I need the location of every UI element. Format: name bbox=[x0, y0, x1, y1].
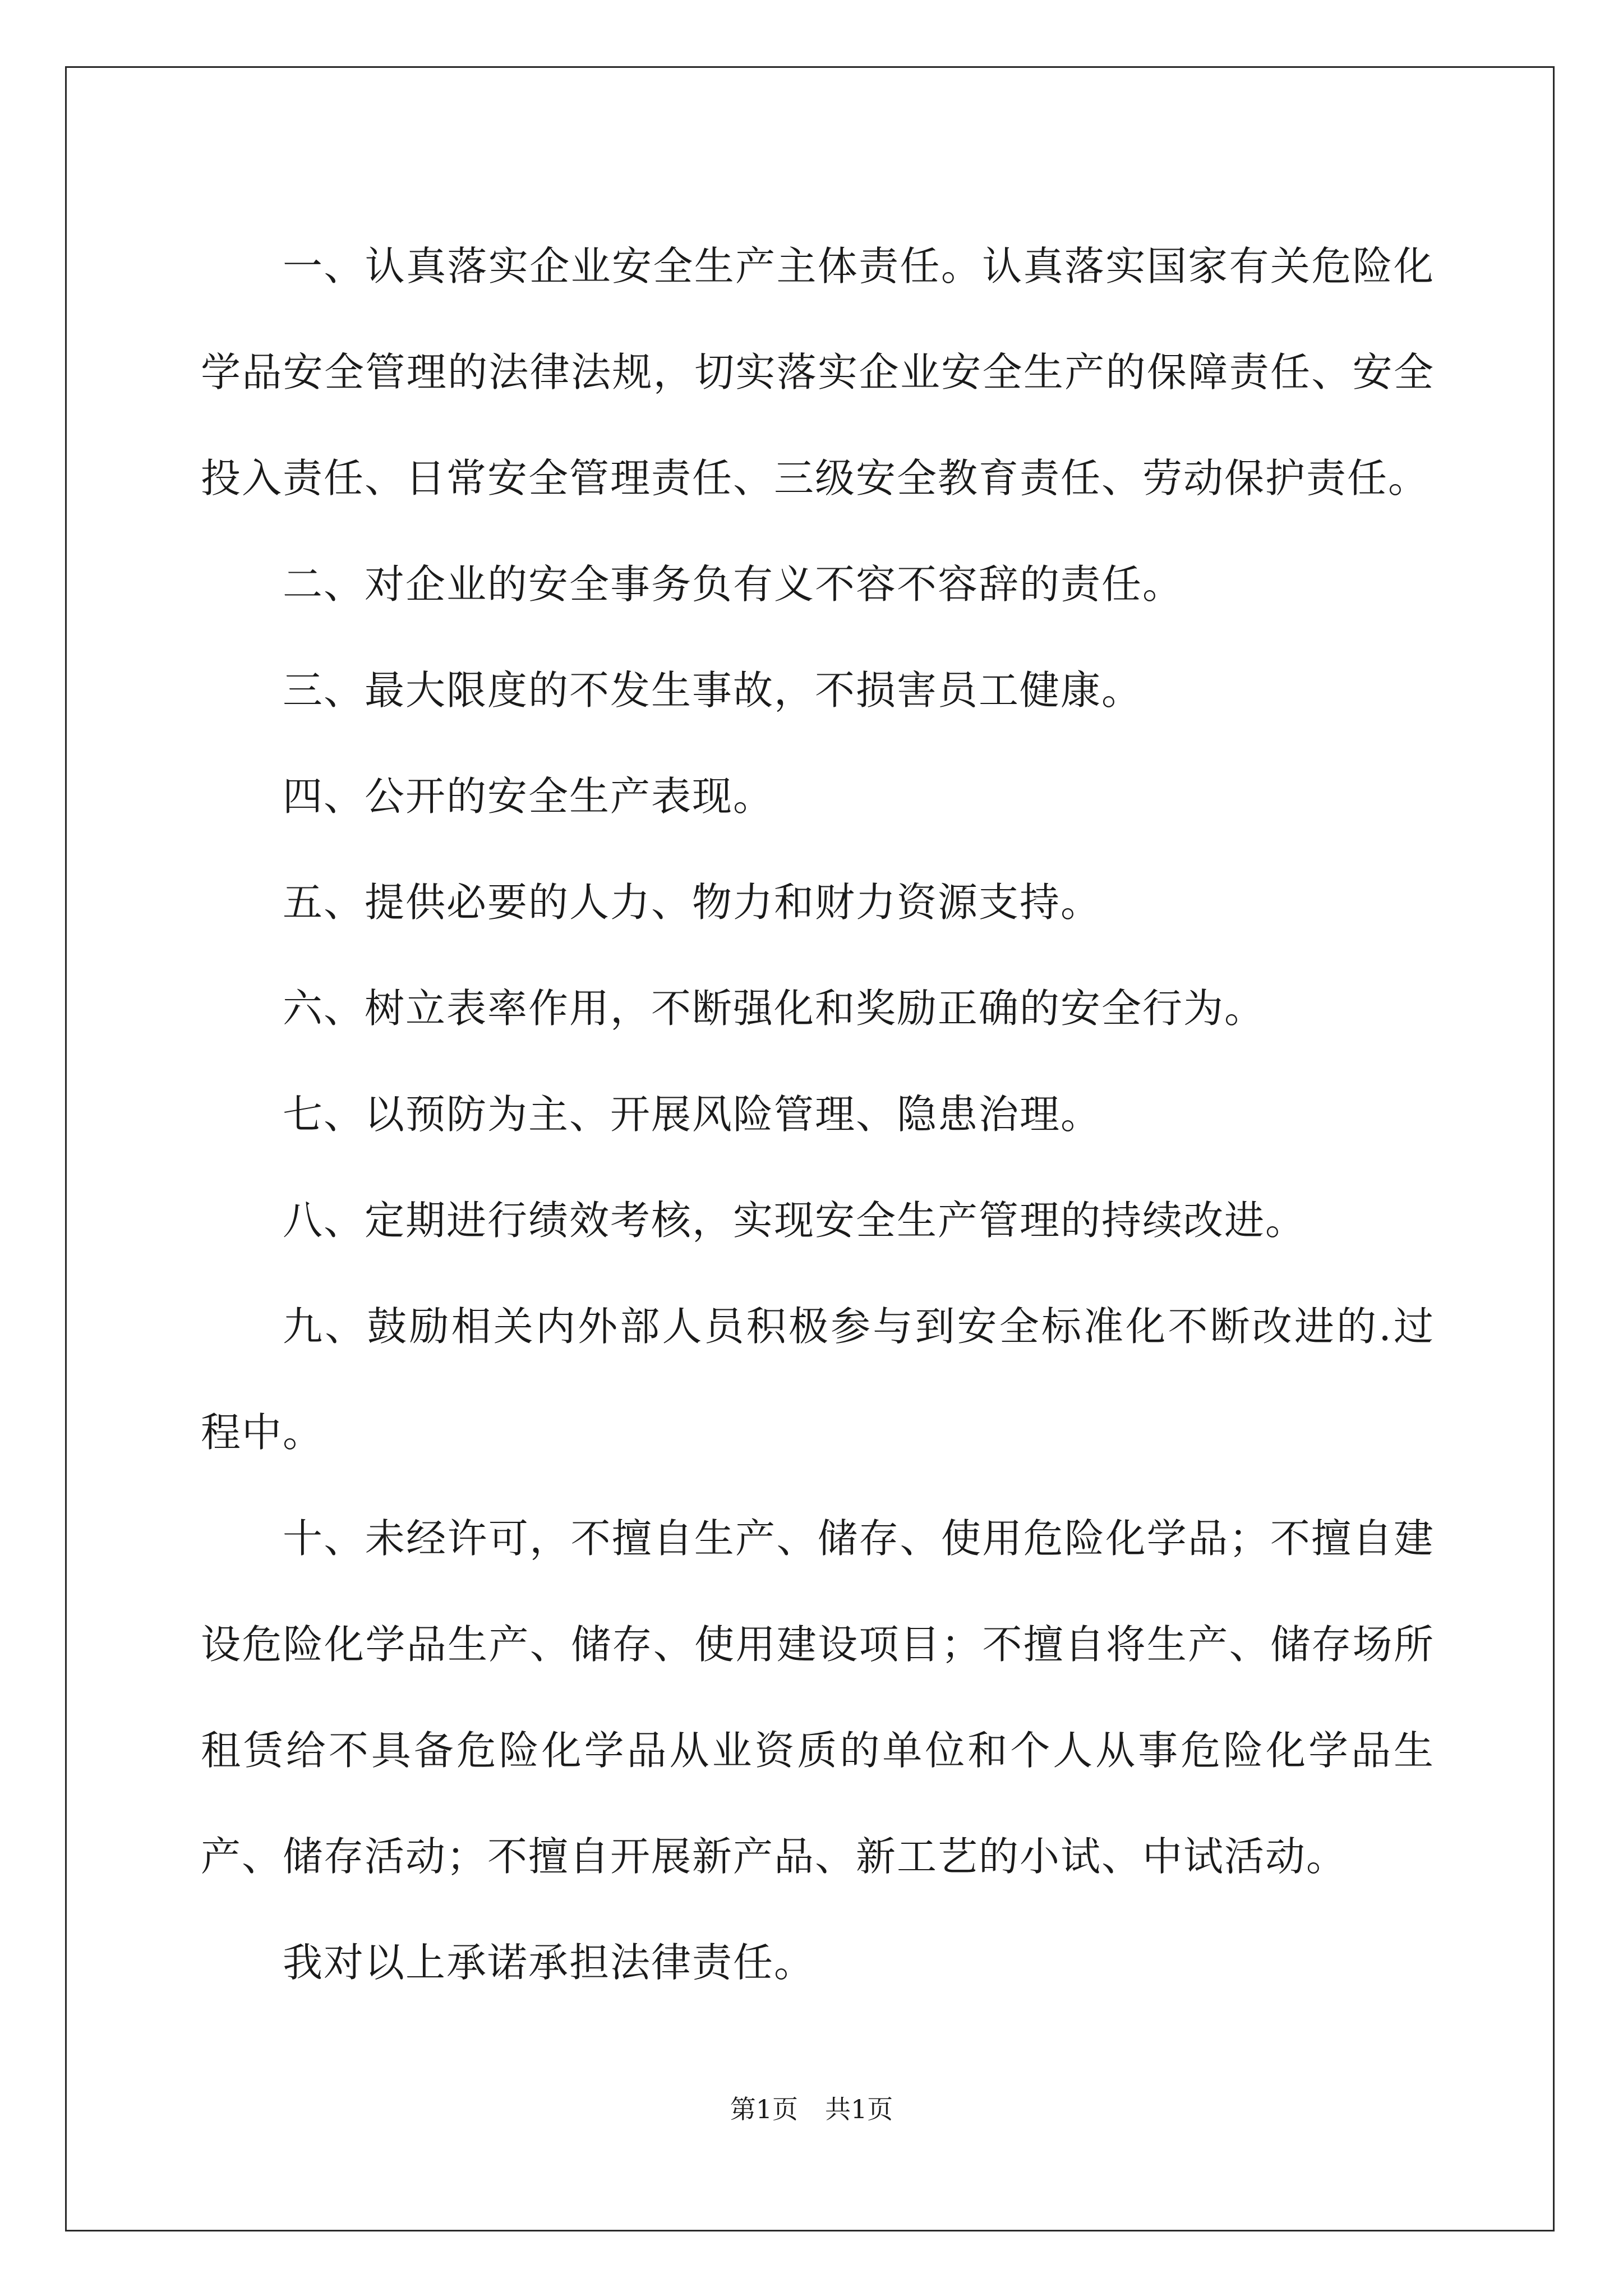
paragraph-3: 三、最大限度的不发生事故，不损害员工健康。 bbox=[283, 667, 1143, 714]
paragraph-1: 一、认真落实企业安全生产主体责任。认真落实国家有关危险化学品安全管理的法律法规，切实落实企业安全生产的保障责任、安全投入责任、日常安全管理责任、三级安全教育责任、劳动保护责任。 bbox=[201, 243, 1435, 501]
paragraph-10: 十、未经许可，不擅自生产、储存、使用危险化学品；不擅自建设危险化学品生产、储存、使用建设项目；不擅自将生产、储存场所租赁给不具备危险化学品从业资质的单位和个人从事危险化学品生产、储存活动；不擅自开展新产品、新工艺的小试、中试活动。 bbox=[201, 1515, 1435, 1880]
paragraph-2: 二、对企业的安全事务负有义不容不容辞的责任。 bbox=[283, 561, 1184, 608]
paragraph-6: 六、树立表率作用，不断强化和奖励正确的安全行为。 bbox=[283, 985, 1266, 1032]
document-body bbox=[201, 213, 1435, 2016]
page-total: 共1页 bbox=[825, 2094, 893, 2124]
paragraph-7: 七、以预防为主、开展风险管理、隐患治理。 bbox=[283, 1091, 1102, 1138]
paragraph-4: 四、公开的安全生产表现。 bbox=[283, 773, 774, 820]
page-footer bbox=[0, 2092, 1623, 2126]
paragraph-8: 八、定期进行绩效考核，实现安全生产管理的持续改进。 bbox=[283, 1197, 1307, 1244]
paragraph-11: 我对以上承诺承担法律责任。 bbox=[283, 1939, 815, 1986]
paragraph-5: 五、提供必要的人力、物力和财力资源支持。 bbox=[283, 879, 1102, 926]
paragraph-9: 九、鼓励相关内外部人员积极参与到安全标准化不断改进的.过程中。 bbox=[201, 1303, 1435, 1456]
page-number: 第1页 bbox=[730, 2094, 798, 2124]
